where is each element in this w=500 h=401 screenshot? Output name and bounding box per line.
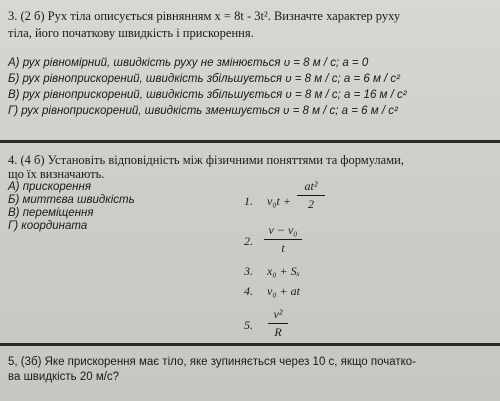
formula-5-bar (268, 323, 288, 324)
formula-2-fraction (264, 223, 302, 256)
formula-3: x₀ + Sₓ (267, 264, 301, 278)
formula-1-fraction (297, 179, 325, 212)
formula-5-fraction (268, 307, 288, 340)
q4-line2: що їх визначають. (8, 167, 105, 181)
formula-2-bar (264, 239, 302, 240)
q3-line2: тіла, його початкову швидкість і прискорення. (8, 26, 254, 40)
formula-4-number: 4. (244, 284, 253, 298)
q3-option-c: В) рух рівноприскорений, швидкість збільшується υ = 8 м / с; а = 16 м / с² (8, 89, 407, 101)
q4-concept-c: В) переміщення (8, 207, 94, 219)
formula-2-number: 2. (244, 234, 253, 248)
formula-5-denominator: R (274, 325, 282, 339)
formula-4: v₀ + at (267, 284, 300, 298)
q3-option-d: Г) рух рівноприскорений, швидкість зменшується υ = 8 м / с; а = 6 м / с² (8, 105, 398, 117)
q4-concept-a: А) прискорення (8, 181, 91, 193)
formula-1-numerator: at² (304, 179, 318, 193)
question-3 (0, 0, 500, 140)
q3-option-b: Б) рух рівноприскорений, швидкість збільшується υ = 8 м / с; а = 6 м / с² (8, 73, 401, 85)
q5-line2: ва швидкість 20 м/с? (8, 371, 120, 383)
formula-1-denominator: 2 (308, 197, 314, 211)
q5-line1: 5, (3б) Яке прискорення має тіло, яке зупиняється через 10 с, якщо початко- (8, 356, 417, 368)
formula-1-bar (297, 195, 325, 196)
q4-line1: 4. (4 б) Установіть відповідність між фізичними поняттями та формулами, (8, 153, 404, 167)
formula-2-numerator: v − v₀ (268, 223, 298, 237)
q4-concept-d: Г) координата (8, 220, 88, 232)
formula-1-number: 1. (244, 194, 253, 208)
q3-option-a: А) рух рівномірний, швидкість руху не змінюється υ = 8 м / с; а = 0 (8, 57, 369, 69)
q3-line1: 3. (2 б) Рух тіла описується рівнянням x = 8t - 3t². Визначте характер руху (8, 9, 401, 23)
question-5 (0, 345, 500, 401)
question-4 (0, 143, 500, 343)
q4-concept-b: Б) миттєва швидкість (8, 194, 135, 206)
formula-1-left: v₀t + (267, 194, 291, 208)
formula-5-numerator: v² (273, 307, 283, 321)
formula-3-number: 3. (244, 264, 253, 278)
formula-5-number: 5. (244, 318, 253, 332)
formula-2-denominator: t (281, 241, 285, 255)
